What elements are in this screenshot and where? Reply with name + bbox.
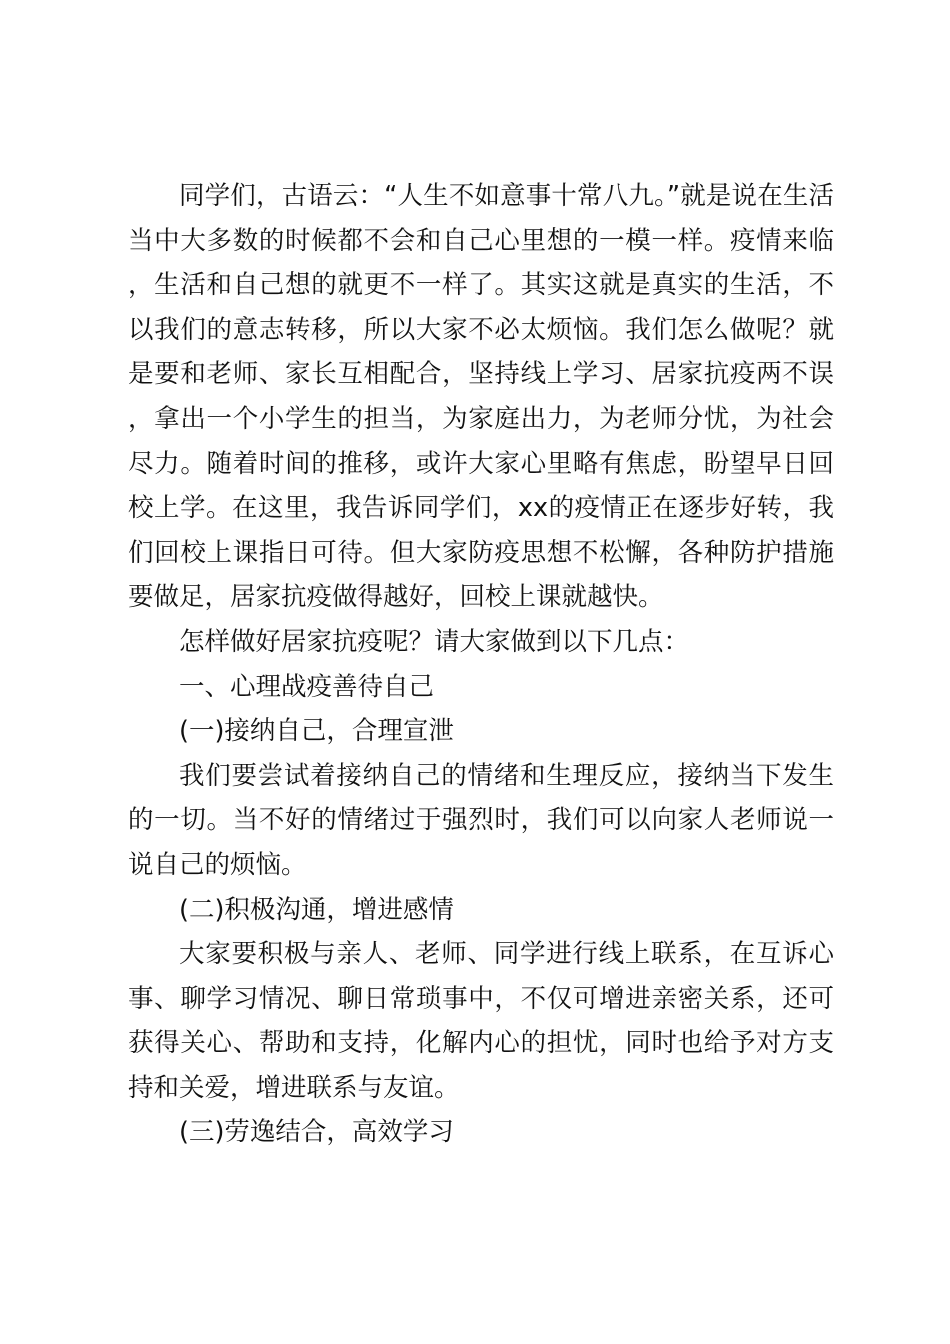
subsection-heading-1: (一)接纳自己，合理宣泄 [179,716,454,747]
paragraph-accept-self: 我们要尝试着接纳自己的情绪和生理反应，接纳当下发生的一切。当不好的情绪过于强烈时，我们可以向家人老师说一说自己的烦恼。 [128,760,834,880]
paragraph-intro: 同学们，古语云：“人生不如意事十常八九。”就是说在生活当中大多数的时候都不会和自己心里想的一模一样。疫情来临，生活和自己想的就更不一样了。其实这就是真实的生活，不以我们的意志转移，所以大家不必太烦恼。我们怎么做呢？就是要和老师、家长互相配合，坚持线上学习、居家抗疫两不误，拿出一个小学生的担当，为家庭出力，为老师分忧，为社会尽力。随着时间的推移，或许大家心里略有焦虑，盼望早日回校上学。在这里，我告诉同学们，xx的疫情正在逐步好转，我们回校上课指日可待。但大家防疫思想不松懈，各种防护措施要做足，居家抗疫做得越好，回校上课就越快。 [128,181,834,613]
document-body [128,174,834,1155]
paragraph-question: 怎样做好居家抗疫呢？请大家做到以下几点： [179,626,690,657]
paragraph-communicate: 大家要积极与亲人、老师、同学进行线上联系，在互诉心事、聊学习情况、聊日常琐事中，不仅可增进亲密关系，还可获得关心、帮助和支持，化解内心的担忧，同时也给予对方支持和关爱，增进联系与友谊。 [128,939,834,1103]
section-heading-1: 一、心理战疫善待自己 [179,671,435,702]
subsection-heading-2: (二)积极沟通，增进感情 [179,894,454,925]
subsection-heading-3: (三)劳逸结合，高效学习 [179,1117,454,1148]
